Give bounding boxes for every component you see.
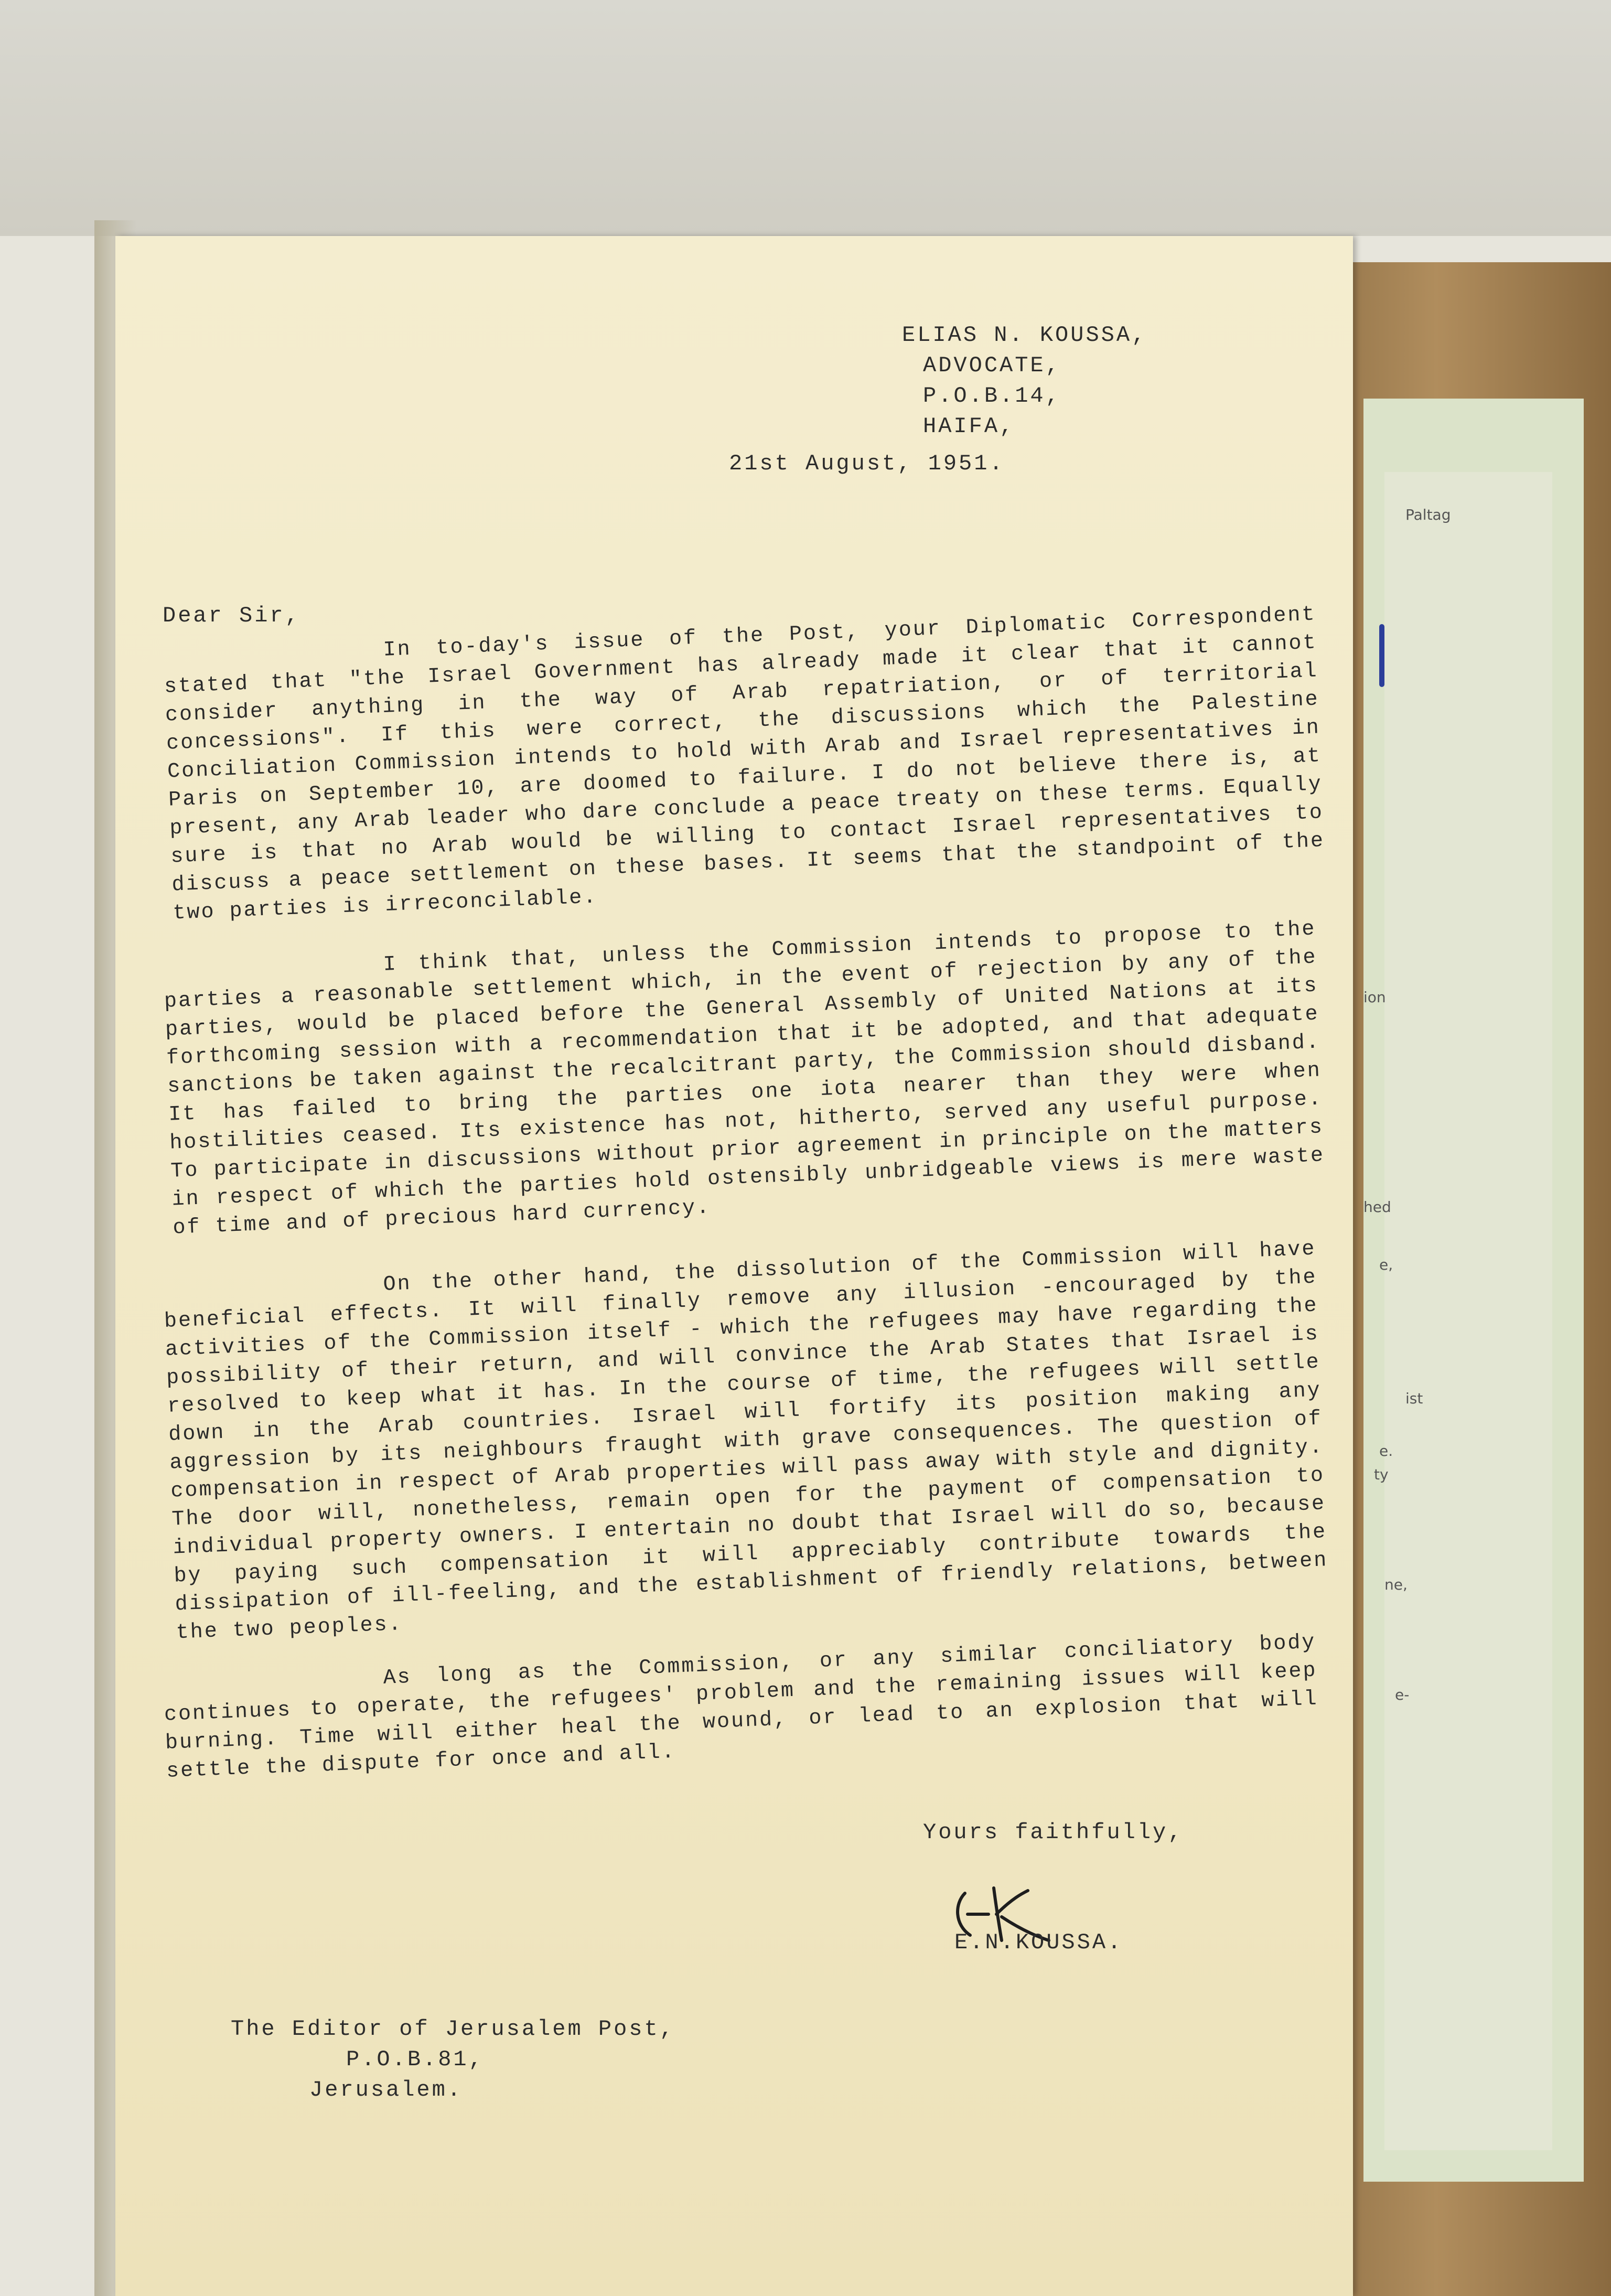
- desk-backdrop: [0, 0, 1611, 236]
- sender-name: ELIAS N. KOUSSA,: [902, 323, 1147, 348]
- underlying-text-fragment: ion: [1363, 989, 1386, 1006]
- underlying-text-fragment: ist: [1405, 1390, 1423, 1407]
- closing: Yours faithfully,: [923, 1820, 1184, 1845]
- sender-city: HAIFA,: [923, 414, 1015, 439]
- letterhead: [902, 320, 1147, 442]
- underlying-text-fragment: hed: [1363, 1198, 1391, 1216]
- addressee-line-3: Jerusalem.: [309, 2077, 463, 2102]
- ink-margin-mark: [1379, 624, 1384, 687]
- addressee: [231, 2014, 675, 2105]
- paragraph-1: In to-day's issue of the Post, your Diplomatic Correspondent stated that "the Israel Government has already made it clear that it cannot consider anything in the way of Arab repatriation, or of territorial concessions". If this were correct, the discussions which the Palestine Conciliation Commission intends to hold with Arab and Israel representatives in Paris on September 10, are doomed to failure. I do not believe there is, at present, any Arab leader who dare conclude a peace treaty on these terms. Equally sure is that no Arab would be willing to contact Israel representatives to discuss a peace settlement on these bases. It seems that the standpoint of the two parties is irreconcilable.: [164, 603, 1325, 926]
- sender-title: ADVOCATE,: [923, 353, 1061, 378]
- signature-name: E.N.KOUSSA.: [954, 1930, 1123, 1955]
- paltag-tab-label: Paltag: [1405, 506, 1451, 523]
- addressee-line-2: P.O.B.81,: [346, 2047, 484, 2072]
- paragraph-4: As long as the Commission, or any similar conciliatory body continues to operate, the refugees' problem and the remaining issues will keep burning. Time will either heal the wound, or lead to an explosion that will settle the dispute for once and all.: [164, 1630, 1319, 1784]
- underlying-sheet-2: [1384, 472, 1552, 2150]
- addressee-line-1: The Editor of Jerusalem Post,: [231, 2016, 675, 2042]
- letter-date: 21st August, 1951.: [729, 451, 1005, 476]
- underlying-text-fragment: ty: [1374, 1466, 1389, 1483]
- underlying-text-fragment: e,: [1379, 1256, 1393, 1273]
- signature-block: [944, 1877, 1154, 1967]
- paragraph-3: On the other hand, the dissolution of the Commission will have beneficial effects. It will finally remove any illusion -encouraged by the activities of the Commission itself - which the refugees may have regarding the possibility of their return, and will convince the Arab States that Israel is resolved to keep what it has. In the course of time, the refugees will settle down in the Arab countries. Israel will fortify its position making any aggression by its neighbours fraught with grave consequences. The question of compensation in respect of Arab properties will pass away with style and dignity. The door will, nonetheless, remain open for the payment of compensation to individual property owners. I entertain no doubt that Israel will do so, because by paying such compensation it will appreciably contribute towards the dissipation of ill-feeling, and the establishment of friendly relations, between the two peoples.: [164, 1237, 1329, 1645]
- underlying-text-fragment: e.: [1379, 1442, 1393, 1460]
- underlying-text-fragment: e-: [1395, 1686, 1410, 1703]
- paragraph-2: I think that, unless the Commission intends to propose to the parties a reasonable settlement which, in the event of rejection by any of the parties, would be placed before the General Assembly of United Nations at its forthcoming session with a recommendation that it be adopted, and that adequate sanctions be taken against the recalcitrant party, the Commission should disband. It has failed to bring the parties one iota nearer than they were when hostilities ceased. Its existence has not, hitherto, served any useful purpose. To participate in discussions without prior agreement in principle on the matters in respect of which the parties hold ostensibly unbridgeable views is mere waste of time and of precious hard currency.: [164, 917, 1325, 1240]
- letter-page: [115, 236, 1353, 2296]
- sender-pob: P.O.B.14,: [923, 383, 1061, 409]
- salutation: Dear Sir,: [163, 603, 300, 628]
- underlying-text-fragment: ne,: [1384, 1576, 1408, 1593]
